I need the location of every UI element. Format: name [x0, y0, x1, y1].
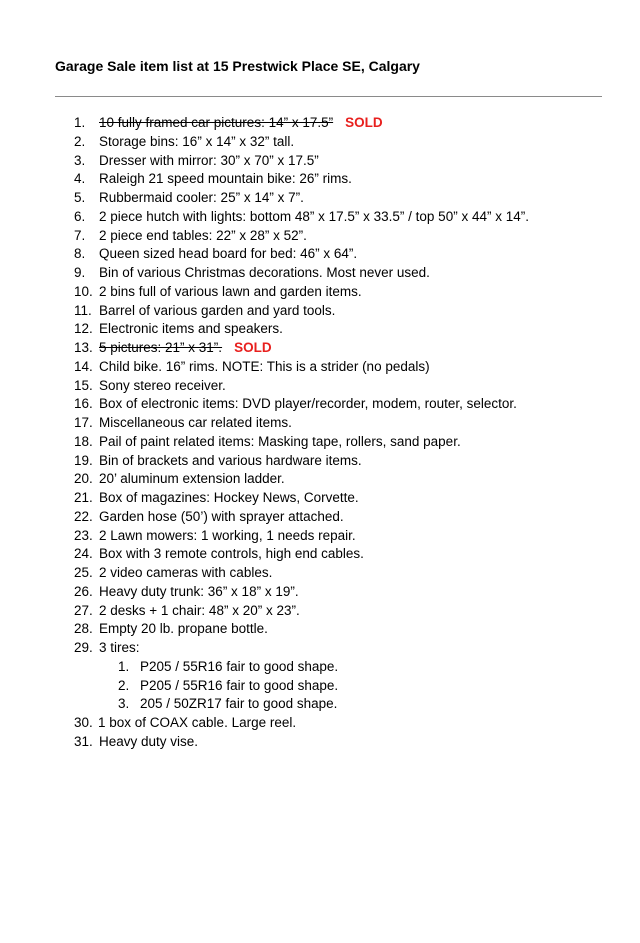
item-text: 10 fully framed car pictures: 14” x 17.5”: [99, 115, 334, 130]
item-text: Empty 20 lb. propane bottle.: [99, 621, 268, 637]
item-text: Pail of paint related items: Masking tape, rollers, sand paper.: [99, 433, 461, 449]
list-item: [0, 339, 640, 358]
list-item: [0, 433, 640, 452]
item-number: 13.: [74, 340, 93, 355]
item-number: 21.: [74, 490, 93, 505]
list-item: [0, 714, 640, 733]
item-text: 2 piece end tables: 22” x 28” x 52”.: [99, 227, 307, 243]
list-item: [0, 283, 640, 302]
list-item: [0, 152, 640, 171]
item-number: 14.: [74, 358, 93, 374]
list-item: [0, 377, 640, 396]
item-number: 1.: [74, 115, 86, 130]
item-number: 2.: [118, 677, 130, 693]
item-number: 1.: [118, 658, 130, 674]
list-item: [0, 414, 640, 433]
item-number: 5.: [74, 190, 86, 205]
item-text: 2 Lawn mowers: 1 working, 1 needs repair.: [99, 527, 356, 543]
item-number: 30.: [74, 715, 93, 730]
item-number: 18.: [74, 433, 93, 449]
item-number: 25.: [74, 565, 93, 580]
item-text: Sony stereo receiver.: [99, 377, 226, 393]
item-number: 11.: [74, 302, 92, 318]
item-text: Child bike. 16” rims. NOTE: This is a strider (no pedals): [99, 358, 430, 374]
item-number: 8.: [74, 246, 86, 262]
list-item: [0, 358, 640, 377]
item-text: Rubbermaid cooler: 25” x 14” x 7”.: [99, 190, 304, 205]
item-number: 9.: [74, 265, 86, 280]
list-item: [0, 133, 640, 152]
list-item: [0, 602, 640, 621]
item-number: 4.: [74, 171, 86, 187]
horizontal-rule: [55, 96, 602, 97]
item-text: 205 / 50ZR17 fair to good shape.: [140, 696, 338, 712]
item-number: 19.: [74, 452, 93, 468]
sub-list-item: [0, 695, 640, 714]
item-list: [0, 114, 640, 752]
list-item: [0, 489, 640, 508]
item-text: 3 tires:: [99, 640, 140, 655]
item-text: P205 / 55R16 fair to good shape.: [140, 677, 339, 693]
list-item: [0, 508, 640, 527]
item-number: 20.: [74, 471, 93, 487]
item-text: 2 desks + 1 chair: 48” x 20” x 23”.: [99, 602, 300, 618]
list-item: [0, 264, 640, 283]
item-number: 23.: [74, 527, 93, 543]
list-item: [0, 470, 640, 489]
item-text: Bin of various Christmas decorations. Most never used.: [99, 265, 430, 280]
item-number: 28.: [74, 621, 93, 637]
item-text: Electronic items and speakers.: [99, 321, 283, 337]
item-text: Garden hose (50’) with sprayer attached.: [99, 508, 344, 524]
list-item: [0, 545, 640, 564]
list-item: [0, 320, 640, 339]
item-text: Queen sized head board for bed: 46” x 64”.: [99, 246, 358, 262]
item-number: 29.: [74, 640, 93, 655]
sub-list-item: [0, 677, 640, 696]
item-number: 7.: [74, 227, 86, 243]
item-text: P205 / 55R16 fair to good shape.: [140, 658, 339, 674]
item-number: 6.: [74, 208, 86, 224]
item-text: Box with 3 remote controls, high end cables.: [99, 546, 364, 562]
list-item: [0, 170, 640, 189]
item-number: 3.: [118, 696, 130, 712]
item-text: 1 box of COAX cable. Large reel.: [98, 715, 297, 730]
list-item: [0, 189, 640, 208]
item-number: 3.: [74, 152, 86, 168]
item-text: 20’ aluminum extension ladder.: [99, 471, 285, 487]
item-text: Box of magazines: Hockey News, Corvette.: [99, 490, 359, 505]
item-number: 17.: [74, 415, 93, 430]
item-text: 5 pictures: 21” x 31”.: [99, 340, 223, 355]
item-number: 12.: [74, 321, 93, 337]
item-text: Miscellaneous car related items.: [99, 415, 292, 430]
item-text: 2 piece hutch with lights: bottom 48” x 17.5” x 33.5” / top 50” x 44” x 14”.: [99, 208, 529, 224]
sold-badge: SOLD: [234, 340, 272, 355]
sold-badge: SOLD: [345, 115, 383, 130]
list-item: [0, 733, 640, 752]
list-item: [0, 395, 640, 414]
sub-list-item: [0, 658, 640, 677]
list-item: [0, 564, 640, 583]
item-text: Raleigh 21 speed mountain bike: 26” rims.: [99, 171, 352, 187]
item-text: Dresser with mirror: 30” x 70” x 17.5”: [99, 152, 319, 168]
item-number: 22.: [74, 508, 93, 524]
list-item: [0, 583, 640, 602]
item-number: 15.: [74, 377, 93, 393]
item-number: 27.: [74, 602, 93, 618]
list-item: [0, 208, 640, 227]
item-text: Storage bins: 16” x 14” x 32” tall.: [99, 133, 295, 149]
item-text: Heavy duty vise.: [99, 733, 199, 749]
item-number: 16.: [74, 396, 93, 412]
item-text: 2 video cameras with cables.: [99, 565, 273, 580]
list-item: [0, 527, 640, 546]
list-item: [0, 227, 640, 246]
item-text: Bin of brackets and various hardware items.: [99, 452, 362, 468]
list-item: [0, 452, 640, 471]
list-item: [0, 245, 640, 264]
page-title: Garage Sale item list at 15 Prestwick Place SE, Calgary: [55, 58, 420, 74]
item-number: 10.: [74, 283, 93, 299]
item-number: 26.: [74, 583, 93, 599]
list-item: [0, 114, 640, 133]
item-number: 31.: [74, 733, 93, 749]
list-item: [0, 639, 640, 658]
item-number: 24.: [74, 546, 93, 562]
item-text: Heavy duty trunk: 36” x 18” x 19”.: [99, 583, 299, 599]
list-item: [0, 620, 640, 639]
item-number: 2.: [74, 133, 86, 149]
item-text: Barrel of various garden and yard tools.: [99, 302, 336, 318]
list-item: [0, 302, 640, 321]
item-text: 2 bins full of various lawn and garden items.: [99, 283, 362, 299]
item-text: Box of electronic items: DVD player/recorder, modem, router, selector.: [99, 396, 517, 412]
